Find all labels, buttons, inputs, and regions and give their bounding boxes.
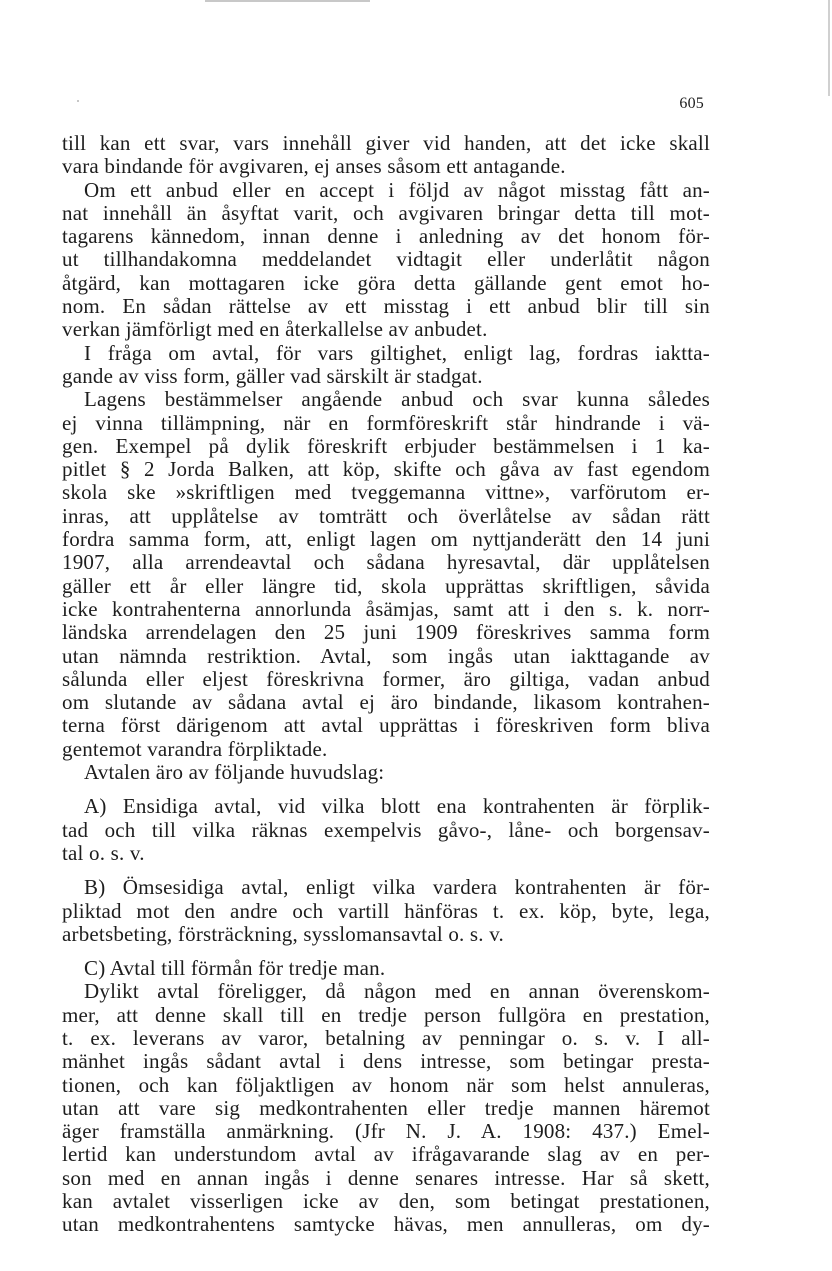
- text-line: ut tillhandakomna meddelandet vidtagit eller underlåtit någon: [62, 247, 710, 272]
- text-line: åtgärd, kan mottagaren icke göra detta gällande gent emot ho-: [62, 270, 710, 295]
- text-line: tad och till vilka räknas exempelvis gåvo-, låne- och borgensav-: [62, 817, 710, 842]
- text-line: Lagens bestämmelser angående anbud och svar kunna således: [84, 387, 710, 412]
- text-line: C) Avtal till förmån för tredje man.: [84, 956, 386, 981]
- text-line: utan att vare sig medkontrahenten eller tredje mannen häremot: [62, 1095, 710, 1120]
- text-line: tal o. s. v.: [62, 840, 145, 865]
- text-line: terna först därigenom att avtal upprättas i föreskriven form bliva: [62, 713, 710, 738]
- text-line: gen. Exempel på dylik föreskrift erbjuder bestämmelsen i 1 ka-: [62, 433, 710, 458]
- text-line: gentemot varandra förpliktade.: [62, 736, 328, 761]
- text-line: Om ett anbud eller en accept i följd av något misstag fått an-: [84, 177, 710, 202]
- text-line: gäller ett år eller längre tid, skola upprättas skriftligen, såvida: [62, 573, 710, 598]
- text-line: tagarens kännedom, innan denne i anledning av det honom för-: [62, 224, 710, 249]
- text-line: nom. En sådan rättelse av ett misstag i ett anbud blir till sin: [62, 294, 710, 319]
- text-line: I fråga om avtal, för vars giltighet, enligt lag, fordras iaktta-: [84, 340, 710, 365]
- text-line: mer, att denne skall till en tredje person fullgöra en prestation,: [62, 1002, 710, 1027]
- text-line: A) Ensidiga avtal, vid vilka blott ena kontrahenten är förplik-: [84, 794, 710, 819]
- text-line: sålunda eller eljest föreskrivna former, äro giltiga, vadan anbud: [62, 666, 710, 691]
- text-line: tionen, och kan följaktligen av honom när som helst annuleras,: [62, 1072, 710, 1097]
- text-line: inras, att upplåtelse av tomträtt och överlåtelse av sådan rätt: [62, 503, 710, 528]
- text-line: 1907, alla arrendeavtal och sådana hyresavtal, där upplåtelsen: [62, 550, 710, 575]
- scan-edge-top: [205, 0, 370, 2]
- text-line: son med en annan ingås i denne senares intresse. Har så skett,: [62, 1165, 710, 1190]
- text-line: om slutande av sådana avtal ej äro bindande, likasom kontrahen-: [62, 690, 710, 715]
- text-line: nat innehåll än åsyftat varit, och avgivaren bringar detta till mot-: [62, 200, 710, 225]
- text-line: utan nämnda restriktion. Avtal, som ingås utan iakttagande av: [62, 643, 710, 668]
- text-line: gande av viss form, gäller vad särskilt är stadgat.: [62, 363, 483, 388]
- text-line: pliktad mot den andre och vartill hänföras t. ex. köp, byte, lega,: [62, 898, 710, 923]
- text-line: till kan ett svar, vars innehåll giver vid handen, att det icke skall: [62, 131, 710, 155]
- text-line: mänhet ingås sådant avtal i dens intresse, som betingar presta-: [62, 1049, 710, 1074]
- text-line: utan medkontrahentens samtycke hävas, men annulleras, om dy-: [62, 1212, 710, 1237]
- text-line: verkan jämförligt med en återkallelse av anbudet.: [62, 317, 488, 342]
- text-line: icke kontrahenterna annorlunda åsämjas, samt att i den s. k. norr-: [62, 596, 710, 621]
- text-line: vara bindande för avgivaren, ej anses såsom ett antagande.: [62, 154, 566, 179]
- text-line: ländska arrendelagen den 25 juni 1909 föreskrives samma form: [62, 620, 710, 645]
- text-line: B) Ömsesidiga avtal, enligt vilka vardera kontrahenten är för-: [84, 875, 710, 900]
- text-line: arbetsbeting, försträckning, sysslomansavtal o. s. v.: [62, 921, 504, 946]
- body-text: [62, 132, 710, 1237]
- text-line: Avtalen äro av följande huvudslag:: [84, 760, 385, 785]
- text-line: ej vinna tillämpning, när en formföreskrift står hindrande i vä-: [62, 410, 710, 435]
- text-line: lertid kan understundom avtal av ifrågavarande slag av en per-: [62, 1142, 710, 1167]
- text-line: t. ex. leverans av varor, betalning av penningar o. s. v. I all-: [62, 1025, 710, 1050]
- book-page: [62, 94, 710, 1237]
- page-number: 605: [679, 95, 704, 112]
- text-line: skola ske »skriftligen med tveggemanna vittne», varförutom er-: [62, 480, 710, 505]
- text-line: äger framställa anmärkning. (Jfr N. J. A. 1908: 437.) Emel-: [62, 1119, 710, 1144]
- text-line: fordra samma form, att, enligt lagen om nyttjanderätt den 14 juni: [62, 527, 710, 552]
- text-line: Dylikt avtal föreligger, då någon med en annan överenskom-: [84, 979, 710, 1004]
- scan-edge-right: [828, 0, 830, 96]
- text-line: kan avtalet visserligen icke av den, som betingat prestationen,: [62, 1189, 710, 1214]
- text-line: pitlet § 2 Jorda Balken, att köp, skifte och gåva av fast egendom: [62, 457, 710, 482]
